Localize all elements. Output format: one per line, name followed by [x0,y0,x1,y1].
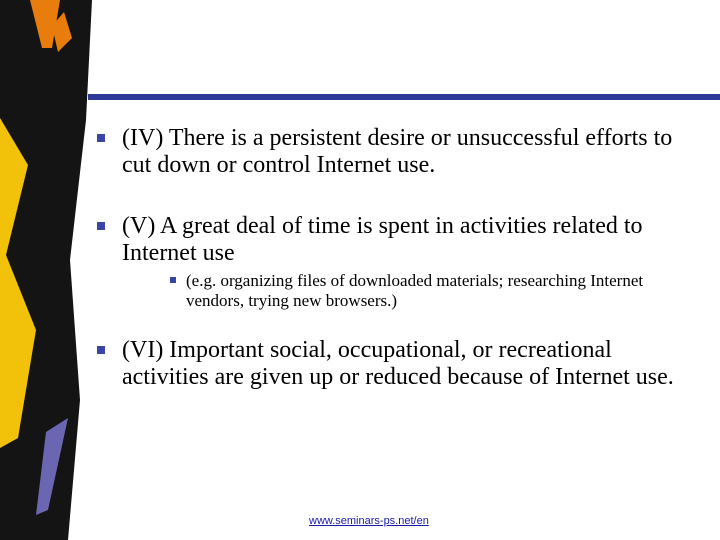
bullet-item-v [97,213,697,267]
bullet-item-iv [97,125,697,179]
bullet-square-icon [97,134,105,142]
bullet-item-vi [97,337,697,391]
accent-line [88,94,720,100]
bullet-text: (V) A great deal of time is spent in activities related to Internet use [122,213,643,266]
white-wedge-shape [68,0,720,540]
footer-link[interactable]: www.seminars-ps.net/en [309,515,429,527]
bullet-text: (IV) There is a persistent desire or unsuccessful efforts to cut down or control Internet use. [122,125,673,178]
bullet-square-icon [97,346,105,354]
sub-bullet-square-icon [170,277,176,283]
sub-bullet-item [170,271,690,311]
bullet-text: (VI) Important social, occupational, or recreational activities are given up or reduced because of Internet use. [122,337,674,390]
sub-bullet-text: (e.g. organizing files of downloaded materials; researching Internet vendors, trying new browsers.) [186,271,644,310]
bullet-square-icon [97,222,105,230]
